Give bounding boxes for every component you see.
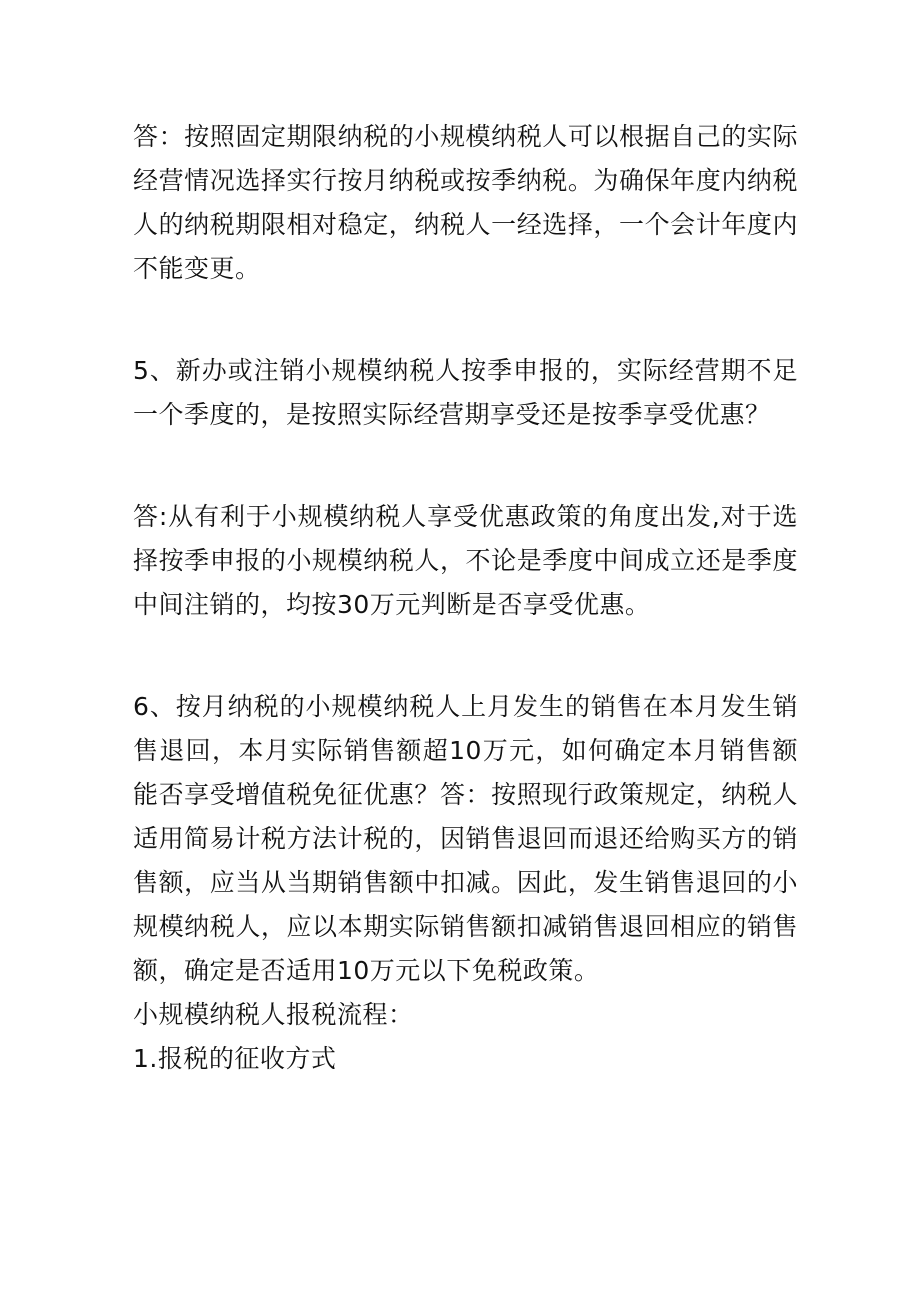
- section-heading-filing-process: 小规模纳税人报税流程：: [133, 1000, 414, 1029]
- paragraph-question-5: 5、新办或注销小规模纳税人按季申报的，实际经营期不足一个季度的，是按照实际经营期享受还是按季享受优惠？: [133, 356, 798, 429]
- paragraph-spacer: [133, 291, 798, 349]
- document-page: [133, 115, 798, 1081]
- list-item-collection-method: 1.报税的征收方式: [133, 1044, 337, 1073]
- paragraph-spacer: [133, 437, 798, 495]
- paragraph-answer-4: 答：按照固定期限纳税的小规模纳税人可以根据自己的实际经营情况选择实行按月纳税或按季纳税。为确保年度内纳税人的纳税期限相对稳定，纳税人一经选择，一个会计年度内不能变更。: [133, 122, 798, 283]
- paragraph-question-answer-6: 6、按月纳税的小规模纳税人上月发生的销售在本月发生销售退回，本月实际销售额超10万元，如何确定本月销售额能否享受增值税免征优惠？答：按照现行政策规定，纳税人适用简易计税方法计税的，因销售退回而退还给购买方的销售额，应当从当期销售额中扣减。因此，发生销售退回的小规模纳税人，应以本期实际销售额扣减销售退回相应的销售额，确定是否适用10万元以下免税政策。: [133, 692, 798, 985]
- paragraph-spacer: [133, 627, 798, 685]
- paragraph-answer-5: 答:从有利于小规模纳税人享受优惠政策的角度出发,对于选择按季申报的小规模纳税人，不论是季度中间成立还是季度中间注销的，均按30万元判断是否享受优惠。: [133, 502, 798, 619]
